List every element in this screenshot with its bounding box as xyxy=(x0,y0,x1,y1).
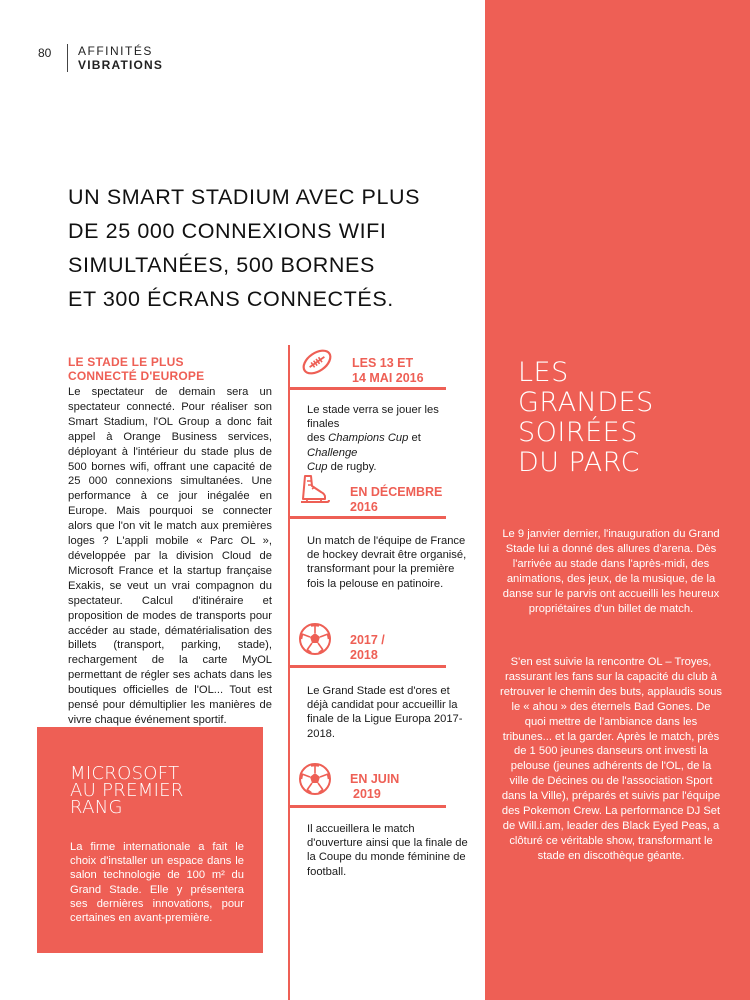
rubric-line2: VIBRATIONS xyxy=(78,58,164,72)
page-number: 80 xyxy=(38,46,52,60)
article-subhead xyxy=(68,356,204,383)
event-emphasis: Cup xyxy=(307,460,328,473)
microsoft-title-line: AU PREMIER xyxy=(70,780,184,801)
event-line xyxy=(307,460,472,474)
date-line: 2016 xyxy=(350,500,378,514)
timeline-date xyxy=(350,633,385,663)
timeline-rule xyxy=(288,387,446,390)
soccer-ball-icon xyxy=(298,762,332,796)
article-body: Le spectateur de demain sera un spectateur connecté. Pour réaliser son Smart Stadium, l'OL Group a donc fait appel à Orange Business services, déployant à l'intérieur du stade plus de 500 bornes wifi, offrant une capacité de 25 000 connexions simultanées. Une performance à ce jour inégalée en Europe. Mais pourquoi se connecter alors que l'on vit le match aux premières loges ? L'appli mobile « Parc OL », développée par la division Cloud de Microsoft France et la startup française Exakis, se veut un vrai compagnon du spectateur. Calcul d'itinéraire et proposition de modes de transports pour accéder au stade, dématérialisation des billets (transport, parking, stade), rechargement de la carte MyOL permettant de régler ses achats dans les boutiques officielles de l'OL... Tout est pensé pour démultiplier les manières de vivre chaque événement sportif. xyxy=(68,386,272,726)
timeline-date xyxy=(352,356,424,386)
subhead-line: LE STADE LE PLUS xyxy=(68,355,184,369)
event-emphasis: Champions Cup xyxy=(328,432,409,445)
rubric-line1: AFFINITÉS xyxy=(78,44,153,58)
right-title-line: SOIRÉES xyxy=(518,417,638,448)
timeline-event-text: Un match de l'équipe de France de hockey devrait être organisé, transformant pour la première fois la pelouse en patinoire. xyxy=(307,535,467,590)
microsoft-box-title xyxy=(70,765,250,816)
event-emphasis: Challenge xyxy=(307,446,358,459)
date-line: 2019 xyxy=(353,787,381,801)
event-text-fragment: et xyxy=(408,432,421,445)
header-divider xyxy=(67,44,68,72)
right-column-paragraph: S'en est suivie la rencontre OL – Troyes, rassurant les fans sur la capacité du club à retrouver le chemin des buts, applaudis sous le « ahou » des éternels Bad Gones. De quoi mettre de l'ambiance dans les tribunes... et la garder. Après le match, près de 1 500 jeunes danseurs ont investi la pelouse (jeunes adhérents de l'OL, de la ville de Décines ou de l'association Sport dans la Ville), préparés et suivis par l'équipe des Pokemon Crew. La performance DJ Set de Will.i.am, leader des Black Eyed Peas, a clôturé ce véritable show, transformant le stade en discothèque géante. xyxy=(500,656,723,862)
timeline-rule xyxy=(288,665,446,668)
rubric xyxy=(78,44,163,72)
timeline-vertical-line xyxy=(288,345,290,1000)
microsoft-box-text: La firme internationale a fait le choix d'installer un espace dans le salon technologie de 100 m² du Grand Stade. Elle y présentera ses dernières innovations, pour certaines en avant-première. xyxy=(70,841,244,925)
timeline-rule xyxy=(288,516,446,519)
headline xyxy=(68,180,488,316)
subhead-line: CONNECTÉ D'EUROPE xyxy=(68,368,205,383)
right-title-line: LES xyxy=(518,357,569,388)
timeline-rule xyxy=(288,805,446,808)
date-line: 2018 xyxy=(350,648,378,662)
right-column-title xyxy=(518,358,718,478)
timeline-date xyxy=(350,772,399,802)
timeline-date xyxy=(350,485,442,515)
rugby-ball-icon xyxy=(300,345,334,379)
headline-line: ET 300 ÉCRANS CONNECTÉS. xyxy=(68,287,394,311)
event-line xyxy=(307,431,472,459)
timeline-event-text: Il accueillera le match d'ouverture ainsi que la finale de la Coupe du monde féminine de football. xyxy=(307,823,468,878)
microsoft-title-line: RANG xyxy=(70,797,123,818)
headline-line: DE 25 000 CONNEXIONS WIFI xyxy=(68,219,387,243)
headline-line: SIMULTANÉES, 500 BORNES xyxy=(68,253,375,277)
event-text-fragment: des xyxy=(307,432,329,445)
date-line: 14 MAI 2016 xyxy=(352,371,424,385)
date-line: EN DÉCEMBRE xyxy=(350,485,443,499)
microsoft-title-line: MICROSOFT xyxy=(70,763,180,784)
headline-line: UN SMART STADIUM AVEC PLUS xyxy=(68,185,421,209)
date-line: LES 13 ET xyxy=(352,356,414,370)
event-text-fragment: de rugby. xyxy=(327,460,377,473)
right-column-paragraph: Le 9 janvier dernier, l'inauguration du Grand Stade lui a donné des allures d'arena. Dès l'arrivée au stade dans l'après-midi, des animations, des jeux, de la musique, de la danse sur le parvis ont accueilli les heureux propriétaires d'un billet de match. xyxy=(502,528,720,615)
right-title-line: DU PARC xyxy=(518,447,640,478)
right-title-line: GRANDES xyxy=(518,387,654,418)
soccer-ball-icon xyxy=(298,622,332,656)
ice-skate-icon xyxy=(297,472,331,506)
date-line: 2017 / xyxy=(350,633,385,647)
timeline-event-text: Le Grand Stade est d'ores et déjà candidat pour accueillir la finale de la Ligue Europa 2017-2018. xyxy=(307,685,463,740)
date-line: EN JUIN xyxy=(350,772,400,786)
timeline-event-text xyxy=(307,403,472,474)
event-line: Le stade verra se jouer les finales xyxy=(307,404,439,431)
